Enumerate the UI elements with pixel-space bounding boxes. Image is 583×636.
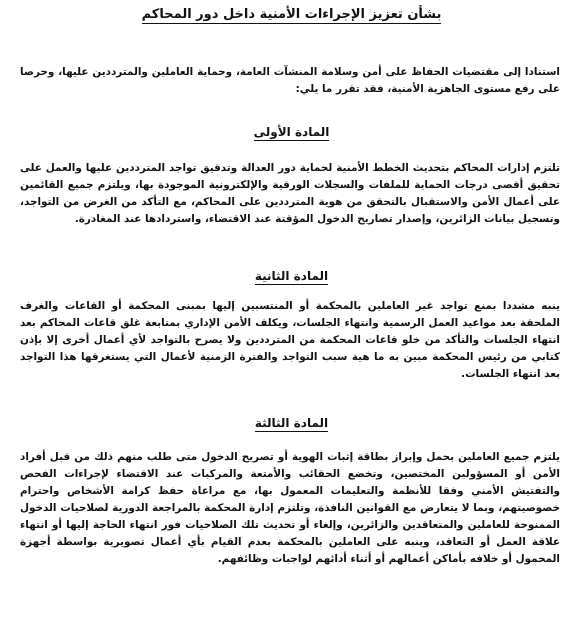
article-1-text: تلتزم إدارات المحاكم بتحديث الخطط الأمنية لحماية دور العدالة وتدقيق تواجد المترددين عليها والعمل على تحقيق أقصى درجات الحماية للملفات والسجلات الورقية والإلكترونية الموجودة بها، ويلتزم جميع القائمين على أعمال الأمن والاستقبال بالتحقق من هوية المترددين على المحاكم، مع التأكد من الغرض من التواجد، وتسجيل بيانات الزائرين، وإصدار تصاريح الدخول المؤقتة عند الاقتضاء، واستردادها عند المغادرة. bbox=[20, 162, 560, 225]
article-2-text: ينبه مشددا بمنع تواجد غير العاملين بالمحكمة أو المنتسبين إليها بمبنى المحكمة أو القاعات والغرف الملحقة بعد مواعيد العمل الرسمية وانتهاء الجلسات، ويكلف الأمن الإداري بمتابعة غلق قاعات المحاكم بعد انتهاء الجلسات والتأكد من خلو قاعات المحكمة من المترددين ولا يصرح بالتواجد لأي أعمال أخرى إلا بإذن كتابي من رئيس المحكمة مبين به ما هية سبب التواجد والفترة الزمنية لأعمال التي يستغرقها هذا التواجد بعد انتهاء الجلسات. bbox=[20, 300, 560, 380]
document-title-text: بشأن تعزيز الإجراءات الأمنية داخل دور المحاكم bbox=[141, 7, 442, 22]
article-1-heading-text: المادة الأولى bbox=[253, 125, 330, 139]
article-3-heading-text: المادة الثالثة bbox=[254, 416, 329, 430]
article-2-heading-text: المادة الثانية bbox=[254, 269, 329, 283]
article-3-text: يلتزم جميع العاملين بحمل وإبراز بطاقة إثبات الهوية أو تصريح الدخول متى طلب منهم ذلك من قبل أفراد الأمن أو المسؤولين المختصين، وتخضع الحقائب والأمتعة والمركبات عند الاقتضاء لإجراءات الفحص والتفتيش الأمني وفقا للأنظمة والتعليمات المعمول بها، مع مراعاة حفظ كرامة الأشخاص واحترام خصوصيتهم، وبما لا يتعارض مع القوانين النافذة، وتلتزم إدارة المحكمة بالمراجعة الدورية لصلاحيات الدخول الممنوحة للعاملين والمتعاقدين والزائرين، وإلغاء أو تحديث تلك الصلاحيات فور انتهاء الحاجة إليها أو انتهاء علاقة العمل أو التعاقد، وينبه على العاملين بالمحكمة بعدم القيام بأي أعمال تصويرية بواسطة أجهزة المحمول أو خلافه بأماكن أعمالهم أو أثناء أدائهم لواجبات وظائفهم. bbox=[20, 451, 560, 565]
article-1-heading bbox=[0, 124, 583, 140]
document-title bbox=[0, 6, 583, 24]
article-3-heading bbox=[0, 415, 583, 431]
article-2-heading bbox=[0, 268, 583, 284]
intro-paragraph: استنادا إلى مقتضيات الحفاظ على أمن وسلامة المنشآت العامة، وحماية العاملين والمترددين عليها، وحرصا على رفع مستوى الجاهزية الأمنية، فقد تقرر ما يلي: bbox=[20, 66, 560, 95]
